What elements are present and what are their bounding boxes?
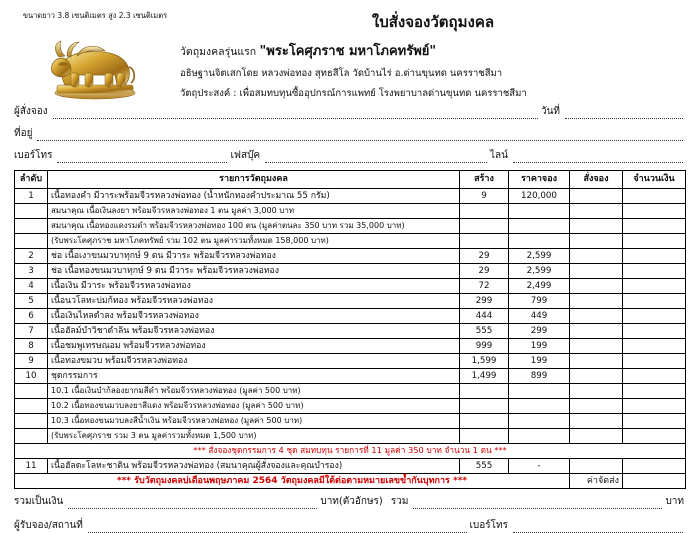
cell-order[interactable] xyxy=(570,279,623,294)
cell-made: 999 xyxy=(460,339,509,354)
delivery-note: *** รับวัตถุมงคลบ่เดือนพฤษภาคม 2564 วัตถุมงคลมีใต้ต่อตามหมายเลขข้ำกันบุทการ *** xyxy=(15,474,570,489)
amulet-series-line xyxy=(180,40,686,61)
cell-made xyxy=(460,204,509,219)
cell-no: 3 xyxy=(15,264,48,279)
cell-amount[interactable] xyxy=(623,294,686,309)
table-row xyxy=(15,444,686,459)
cell-price: 449 xyxy=(509,309,570,324)
document-header xyxy=(14,8,686,100)
cell-amount[interactable] xyxy=(623,354,686,369)
cell-made: 555 xyxy=(460,459,509,474)
table-row xyxy=(15,309,686,324)
cell-no xyxy=(15,219,48,234)
cell-desc: ช่อ เนื้อเงาขนมวบาทุกษ์ 9 ตน มีวาระ พร้อมจีวรหลวงพ่อทอง xyxy=(48,249,460,264)
booker-phone-input[interactable] xyxy=(513,522,683,533)
table-row xyxy=(15,204,686,219)
cell-made: 1,499 xyxy=(460,369,509,384)
cell-desc: ชุดกรรมการ xyxy=(48,369,460,384)
table-row xyxy=(15,339,686,354)
cell-order[interactable] xyxy=(570,249,623,264)
cell-order[interactable] xyxy=(570,369,623,384)
cell-price: - xyxy=(509,459,570,474)
total-label: รวมเป็นเงิน xyxy=(14,496,64,507)
cell-desc: เนื้อทองขมวบ พร้อมจีวรหลวงพ่อทอง xyxy=(48,354,460,369)
phone-label: เบอร์โทร xyxy=(14,150,53,161)
cell-price: 199 xyxy=(509,339,570,354)
th-price: ราคาจอง xyxy=(509,171,570,189)
cell-order[interactable] xyxy=(570,459,623,474)
buyer-name-input[interactable] xyxy=(53,108,538,119)
cell-made xyxy=(460,234,509,249)
cell-price xyxy=(509,399,570,414)
table-row xyxy=(15,219,686,234)
shipping-amount[interactable] xyxy=(623,474,686,489)
facebook-label: เฟสบุ๊ค xyxy=(230,150,261,161)
cell-made: 29 xyxy=(460,249,509,264)
cell-no xyxy=(15,414,48,429)
cell-no: 1 xyxy=(15,189,48,204)
booker-input[interactable] xyxy=(88,522,467,533)
promo-note: *** สั่งจองชุดกรรมการ 4 ชุด สมทบทุน รายการที่ 11 มูลค่า 350 บาท จำนวน 1 ตน *** xyxy=(15,444,686,459)
cell-price xyxy=(509,414,570,429)
cell-amount[interactable] xyxy=(623,459,686,474)
cell-order[interactable] xyxy=(570,309,623,324)
cell-order[interactable] xyxy=(570,204,623,219)
table-row xyxy=(15,384,686,399)
cell-no: 4 xyxy=(15,279,48,294)
cell-amount[interactable] xyxy=(623,369,686,384)
cell-price xyxy=(509,234,570,249)
cell-amount[interactable] xyxy=(623,384,686,399)
table-row xyxy=(15,279,686,294)
table-row xyxy=(15,234,686,249)
table-body xyxy=(15,189,686,489)
cell-order[interactable] xyxy=(570,219,623,234)
cell-price xyxy=(509,219,570,234)
buyer-address-row xyxy=(14,126,686,141)
th-made: สร้าง xyxy=(460,171,509,189)
cell-no: 5 xyxy=(15,294,48,309)
address-input[interactable] xyxy=(37,130,683,141)
table-row xyxy=(15,264,686,279)
cell-desc: เนื้อทองคำ มีวาระพร้อมจีวรหลวงพ่อทอง (น้ำหนักทองคำประมาณ 55 กรัม) xyxy=(48,189,460,204)
cell-made: 29 xyxy=(460,264,509,279)
cell-order[interactable] xyxy=(570,354,623,369)
cell-made: 299 xyxy=(460,294,509,309)
cell-no: 9 xyxy=(15,354,48,369)
cell-price xyxy=(509,204,570,219)
cell-made: 444 xyxy=(460,309,509,324)
date-label: วันที่ xyxy=(540,106,560,117)
cell-amount[interactable] xyxy=(623,399,686,414)
table-row xyxy=(15,294,686,309)
totals-section xyxy=(14,494,686,533)
cell-no xyxy=(15,234,48,249)
cell-no: 8 xyxy=(15,339,48,354)
cell-order[interactable] xyxy=(570,189,623,204)
cell-desc: 10.1 เนื้อเงินบำก้ลองยากมสีดำ พร้อมจีวรหลวงพ่อทอง (มูลค่า 500 บาท) xyxy=(48,384,460,399)
cell-no xyxy=(15,399,48,414)
cell-desc: (รับพระโคศุภราช รวม 3 ตน มูลค่ารวมทั้งหมด 1,500 บาท) xyxy=(48,429,460,444)
cell-order[interactable] xyxy=(570,264,623,279)
cell-price: 899 xyxy=(509,369,570,384)
cell-made: 72 xyxy=(460,279,509,294)
cell-made xyxy=(460,414,509,429)
cell-desc: เนื้อชมพูเทรษณอม พร้อมจีวรหลวงพ่อทอง xyxy=(48,339,460,354)
cell-desc: เนื้อเงิน มีวาระ พร้อมจีวรหลวงพ่อทอง xyxy=(48,279,460,294)
cell-no xyxy=(15,429,48,444)
order-table xyxy=(14,170,686,489)
table-row xyxy=(15,414,686,429)
cell-made: 555 xyxy=(460,324,509,339)
cell-desc: 10.2 เนื้อทองขนมวบลงยาสีแดง พร้อมจีวรหลวงพ่อทอง (มูลค่า 500 บาท) xyxy=(48,399,460,414)
th-amount: จำนวนเงิน xyxy=(623,171,686,189)
cell-desc: ช่อ เนื้อทองขนมวบาทุกษ์ 9 ตน มีวาระ พร้อมจีวรหลวงพ่อทอง xyxy=(48,264,460,279)
cell-order[interactable] xyxy=(570,399,623,414)
phone-input[interactable] xyxy=(57,152,227,163)
buyer-fields xyxy=(14,104,686,163)
table-row xyxy=(15,459,686,474)
cell-amount[interactable] xyxy=(623,339,686,354)
total-row xyxy=(14,494,686,509)
th-desc: รายการวัตถุมงคล xyxy=(48,171,460,189)
booker-row xyxy=(14,518,686,533)
cell-amount[interactable] xyxy=(623,234,686,249)
title-column xyxy=(176,8,686,106)
th-no: ลำดับ xyxy=(15,171,48,189)
cell-price: 199 xyxy=(509,354,570,369)
bull-statue-icon xyxy=(39,23,151,101)
image-caption: ขนาดยาว 3.8 เซนติเมตร สูง 2.3 เซนติเมตร xyxy=(22,11,168,20)
table-row xyxy=(15,399,686,414)
amulet-photo xyxy=(39,23,151,101)
shipping-label: ค่าจัดส่ง xyxy=(570,474,623,489)
cell-price xyxy=(509,384,570,399)
cell-order[interactable] xyxy=(570,324,623,339)
buyer-name-row xyxy=(14,104,686,119)
cell-made: 1,599 xyxy=(460,354,509,369)
cell-desc: เนื้อนวโลหะบ่มก้ทอง พร้อมจีวรหลวงพ่อทอง xyxy=(48,294,460,309)
cell-amount[interactable] xyxy=(623,324,686,339)
cell-no xyxy=(15,204,48,219)
cell-order[interactable] xyxy=(570,339,623,354)
cell-amount[interactable] xyxy=(623,429,686,444)
cell-amount[interactable] xyxy=(623,189,686,204)
facebook-input[interactable] xyxy=(265,152,487,163)
series-name: "พระโคศุภราช มหาโภคทรัพย์" xyxy=(259,44,437,59)
cell-no: 2 xyxy=(15,249,48,264)
buyer-contact-row xyxy=(14,148,686,163)
table-row xyxy=(15,189,686,204)
table-row xyxy=(15,429,686,444)
th-order: สั่งจอง xyxy=(570,171,623,189)
cell-no: 10 xyxy=(15,369,48,384)
cell-amount[interactable] xyxy=(623,249,686,264)
cell-price: 299 xyxy=(509,324,570,339)
cell-desc: เนื้อฮัลม์บำวิชาดำลิน พร้อมจีวรหลวงพ่อทอง xyxy=(48,324,460,339)
booker-label: ผู้รับจอง/สถานที่ xyxy=(14,520,83,531)
cell-price: 2,599 xyxy=(509,249,570,264)
date-input[interactable] xyxy=(565,108,683,119)
cell-price: 2,499 xyxy=(509,279,570,294)
sum-input[interactable] xyxy=(413,498,662,509)
line-input[interactable] xyxy=(513,152,683,163)
cell-made xyxy=(460,399,509,414)
booker-phone-label: เบอร์โทร xyxy=(469,520,508,531)
cell-order[interactable] xyxy=(570,294,623,309)
cell-desc: 10.3 เนื้อทองขนมวบลงสีน้ำเงิน พร้อมจีวรหลวงพ่อทอง (มูลค่า 500 บาท) xyxy=(48,414,460,429)
sum-label: รวม xyxy=(390,496,409,507)
cell-desc: สมนาคุณ เนื้อทองแดงรมดำ พร้อมจีวรหลวงพ่อทอง 100 ตน (มูลค่าตนละ 350 บาท รวม 35,000 บาท) xyxy=(48,219,460,234)
cell-desc: เนื้อฮัลดะโลหะชาติน พร้อมจีวรหลวงพ่อทอง (สมนาคุณผู้สั่งจองและคุณบำรอง) xyxy=(48,459,460,474)
cell-no: 11 xyxy=(15,459,48,474)
cell-order[interactable] xyxy=(570,414,623,429)
blessing-line: อธิษฐานจิตเสกโดย หลวงพ่อทอง สุทธสีโล วัดบ้านไร่ อ.ด่านขุนทด นครราชสีมา xyxy=(180,68,503,79)
table-row xyxy=(15,369,686,384)
cell-price: 120,000 xyxy=(509,189,570,204)
cell-desc: สมนาคุณ เนื้อเงินลงยา พร้อมจีวรหลวงพ่อทอง 1 ตน มูลค่า 3,000 บาท xyxy=(48,204,460,219)
purpose-line: วัตถุประสงค์ : เพื่อสมทบทุนซื้ออุปกรณ์การแพทย์ โรงพยาบาลด่านขุนทด นครราชสีมา xyxy=(180,88,527,99)
cell-amount[interactable] xyxy=(623,219,686,234)
table-row xyxy=(15,249,686,264)
page-title: ใบสั่งจองวัตถุมงคล xyxy=(371,13,495,31)
cell-made xyxy=(460,219,509,234)
table-row xyxy=(15,474,686,489)
baht-text-label: บาท(ตัวอักษร) xyxy=(320,496,383,507)
cell-desc: (รับพระโคศุภราช มหาโภคทรัพย์ รวม 102 ตน มูลค่ารวมทั้งหมด 158,000 บาท) xyxy=(48,234,460,249)
cell-price: 2,599 xyxy=(509,264,570,279)
total-input[interactable] xyxy=(68,498,317,509)
table-row xyxy=(15,324,686,339)
cell-desc: เนื้อเงินไหลดำลง พร้อมจีวรหลวงพ่อทอง xyxy=(48,309,460,324)
cell-amount[interactable] xyxy=(623,309,686,324)
cell-order[interactable] xyxy=(570,384,623,399)
line-label: ไลน์ xyxy=(490,150,508,161)
cell-no: 6 xyxy=(15,309,48,324)
cell-made xyxy=(460,429,509,444)
table-header-row xyxy=(15,171,686,189)
cell-made: 9 xyxy=(460,189,509,204)
cell-price xyxy=(509,429,570,444)
table-row xyxy=(15,354,686,369)
cell-no xyxy=(15,384,48,399)
cell-amount[interactable] xyxy=(623,204,686,219)
baht-unit-label: บาท xyxy=(665,496,684,507)
cell-made xyxy=(460,384,509,399)
cell-amount[interactable] xyxy=(623,414,686,429)
address-label: ที่อยู่ xyxy=(14,128,33,139)
cell-amount[interactable] xyxy=(623,264,686,279)
cell-price: 799 xyxy=(509,294,570,309)
buyer-name-label: ผู้สั่งจอง xyxy=(14,106,48,117)
amulet-image-column xyxy=(14,8,176,101)
cell-order[interactable] xyxy=(570,429,623,444)
cell-amount[interactable] xyxy=(623,279,686,294)
cell-order[interactable] xyxy=(570,234,623,249)
cell-no: 7 xyxy=(15,324,48,339)
series-prefix: วัตถุมงคลรุ่นแรก xyxy=(180,46,257,58)
